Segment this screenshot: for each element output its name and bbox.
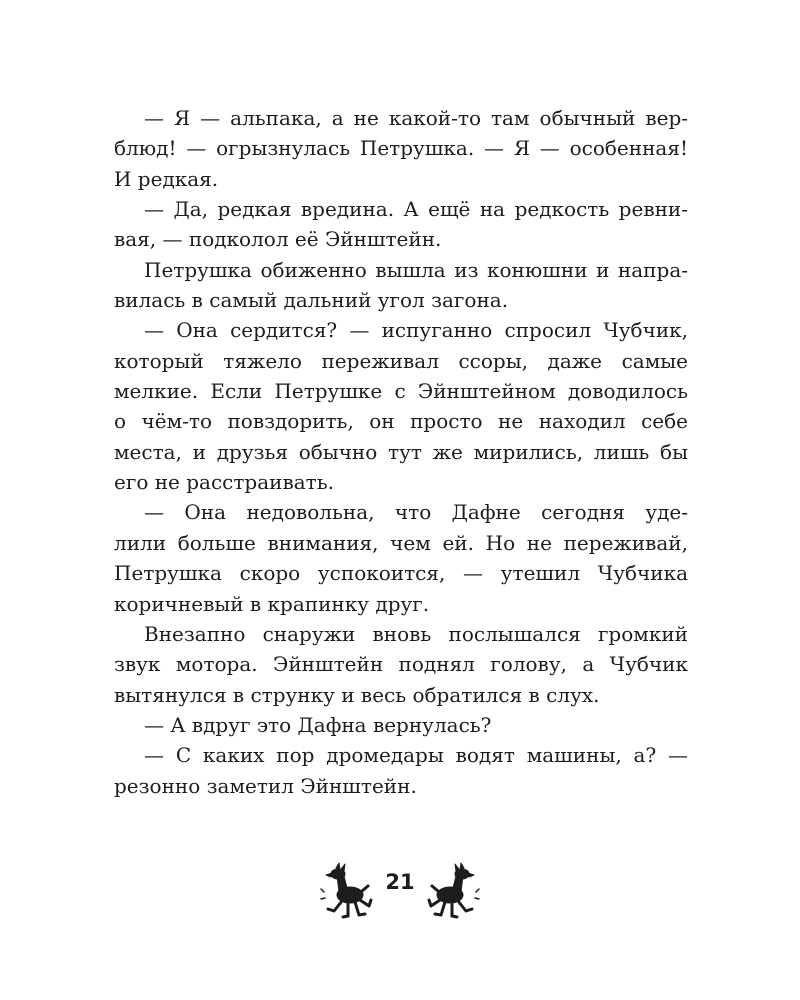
body-text [114,103,688,801]
text-line: — Она недовольна, что Дафне сегодня уде- [144,500,688,525]
right-alpaca-icon [429,863,479,917]
text-line: Петрушка скоро успокоится, — утешил Чубчика [114,561,688,586]
text-line: — Она сердится? — испуганно спросил Чубчик, [144,318,688,343]
text-line: вая, — подколол её Эйнштейн. [114,227,442,252]
text-line: коричневый в крапинку друг. [114,591,430,616]
text-line: — А вдруг это Дафна вернулась? [144,712,492,737]
text-line: Внезапно снаружи вновь послышался громкий [144,621,688,646]
text-line: который тяжело переживал ссоры, даже самые [114,348,688,373]
text-line: блюд! — огрызнулась Петрушка. — Я — особенная! [114,136,688,161]
text-line: звук мотора. Эйнштейн поднял голову, а Чубчик [114,652,688,677]
text-line: Петрушка обиженно вышла из конюшни и напра- [144,257,688,282]
text-line: вилась в самый дальний угол загона. [114,288,509,313]
text-line: — Да, редкая вредина. А ещё на редкость ревни- [144,197,688,222]
text-line: И редкая. [114,166,219,191]
text-line: мелкие. Если Петрушке с Эйнштейном доводилось [114,379,688,404]
text-line: места, и друзья обычно тут же мирились, лишь бы [114,439,688,464]
text-line: о чём-то повздорить, он просто не находил себе [114,409,688,434]
text-line: лили больше внимания, чем ей. Но не переживай, [114,530,688,555]
text-line: вытянулся в струнку и весь обратился в слух. [114,682,600,707]
text-line: его не расстраивать. [114,470,334,495]
page-footer [320,862,480,922]
page-number: 21 [385,870,415,894]
text-line: — Я — альпака, а не какой-то там обычный вер- [144,106,688,130]
left-alpaca-icon [321,863,371,917]
text-line: — С каких пор дромедары водят машины, а? — [144,743,688,768]
text-line: резонно заметил Эйнштейн. [114,773,417,798]
